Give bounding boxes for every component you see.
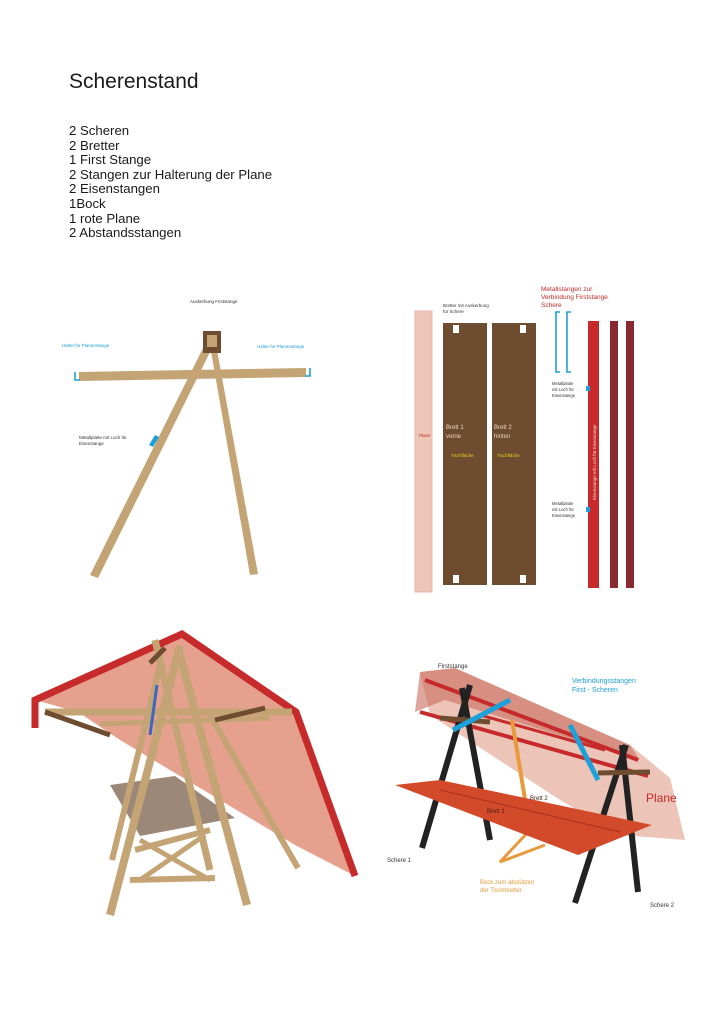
board-1-top-notch [453,325,459,333]
rod-dark-red-2 [626,321,634,588]
label-board1-line2: vorne [446,434,462,440]
label-boards-line1: Bretter mit Auskerbung [443,303,489,308]
ridge-notch-inner [207,335,217,347]
parts-list-item: 1Bock [69,195,106,211]
label-plane: Plane [646,791,677,805]
parts-list-item: 2 Stangen zur Halterung der Plane [69,166,273,182]
parts-list-item: 2 Abstandsstangen [69,225,182,241]
label-scissor2: Schere 2 [650,903,675,909]
label-metal-rods-line1: Metallstangen zur [541,286,593,293]
label-plate-a-line1: Metallplatte [552,381,574,386]
label-holder-right: Halter für Planenstange [257,344,305,349]
label-table-board2: Tischfläche [497,453,520,458]
board-2-top-notch [520,325,526,333]
parts-list-item: 1 First Stange [69,152,152,168]
rod-dark-red-1 [610,321,618,588]
label-plane-strip: Plane [419,433,431,438]
scissor2-crossbar [598,772,650,773]
rod-plate-bottom-icon [586,507,590,512]
assembly-diagram [387,664,685,909]
label-metal-rods-line3: Schere [541,302,562,309]
parts-list-item: 2 Eisenstangen [69,181,160,197]
label-holder-left: Halter für Planenstange [62,343,110,348]
stand-3d-diagram [35,634,355,915]
metal-rod-1-icon [556,312,560,372]
board-1-bottom-notch [453,575,459,583]
label-plate-b-line3: Eisenstange [552,513,576,518]
parts-list-item: 2 Bretter [69,137,120,153]
label-board1: Brett 1 [487,809,505,815]
label-scissor1: Schere 1 [387,858,412,864]
rod-plate-top-icon [586,386,590,391]
label-plate-line2: Eisenstange [79,441,104,446]
label-board2-line1: Brett 2 [494,425,512,431]
board-2-bottom-notch [520,575,526,583]
page-title: Scherenstand [69,70,199,93]
label-board2-line2: hinten [494,434,511,440]
label-plate-b-line1: Metallplatte [552,501,574,506]
label-bock-line1: Bock zum abstützen [480,880,535,886]
label-ridge-notch: Auskerbung Firststange [190,299,238,304]
metal-rod-2-icon [567,312,571,372]
label-iron-rod: Eisenstange mit Loch für Eisenstange [592,424,597,500]
label-table-board1: Tischfläche [451,453,474,458]
label-connect-line2: First - Scheren [572,687,618,694]
plane-strip [415,311,432,592]
parts-list-item: 2 Scheren [69,123,130,138]
label-board2: Brett 2 [530,796,548,802]
label-plate-b-line2: mit Loch für [552,507,574,512]
parts-diagram [415,286,634,592]
label-plate-line1: Metallplatte mit Loch für [79,435,127,440]
label-plate-a-line3: Eisenstange [552,393,576,398]
label-board1-line1: Brett 1 [446,425,464,431]
label-ridge: Firststange [438,664,468,670]
scissor-diagram [62,299,310,578]
label-boards-line2: für Schere [443,309,464,314]
parts-list-item: 1 rote Plane [69,210,141,226]
label-connect-line1: Verbindungsstangen [572,678,636,685]
label-bock-line2: der Tischbretter [480,888,522,894]
label-metal-rods-line2: Verbindung Firststange [541,294,608,301]
label-plate-a-line2: mit Loch für [552,387,574,392]
